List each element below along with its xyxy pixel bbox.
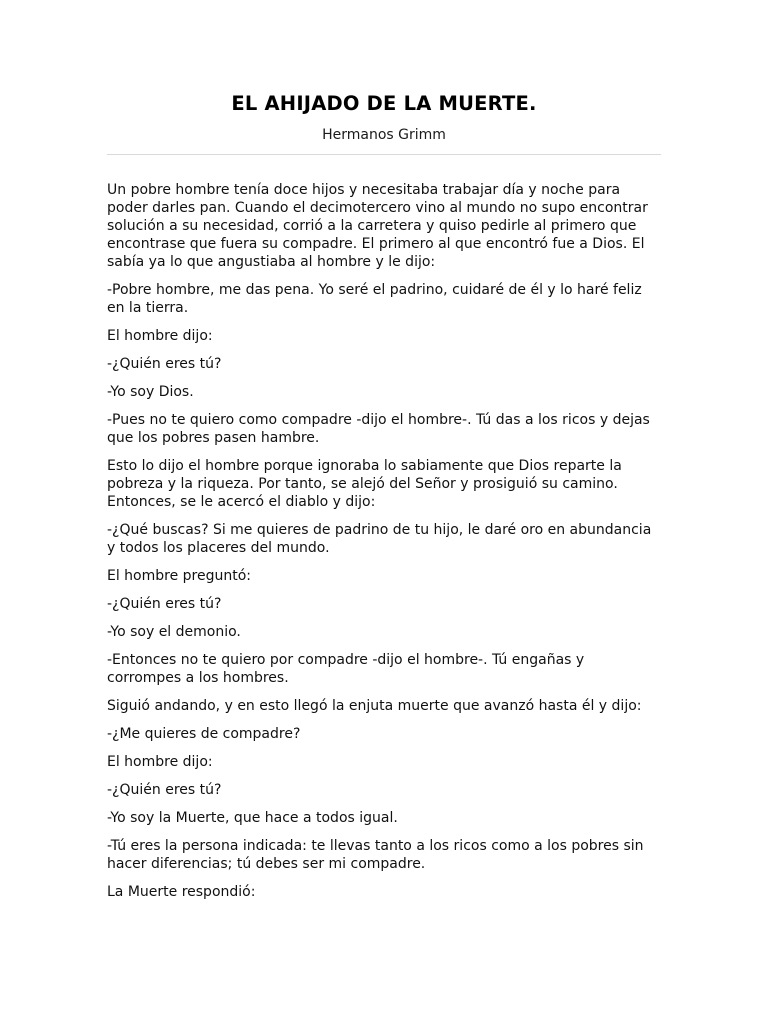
paragraph: -Tú eres la persona indicada: te llevas tanto a los ricos como a los pobres sin hacer diferencias; tú debes ser mi compadre. bbox=[107, 838, 644, 872]
title-divider bbox=[107, 154, 661, 155]
paragraph: Un pobre hombre tenía doce hijos y necesitaba trabajar día y noche para poder darles pan. Cuando el decimotercero vino al mundo no supo encontrar solución a su necesidad, corrió a la carretera y quiso pedirle al primero que encontrase que fuera su compadre. El primero al que encontró fue a Dios. El sabía ya lo que angustiaba al hombre y le dijo: bbox=[107, 182, 648, 270]
paragraph: Siguió andando, y en esto llegó la enjuta muerte que avanzó hasta él y dijo: bbox=[107, 698, 642, 714]
paragraph: La Muerte respondió: bbox=[107, 884, 256, 900]
document-body bbox=[107, 181, 661, 901]
paragraph: El hombre dijo: bbox=[107, 754, 213, 770]
paragraph: -Pues no te quiero como compadre -dijo el hombre-. Tú das a los ricos y dejas que los pobres pasen hambre. bbox=[107, 412, 650, 446]
paragraph: -Pobre hombre, me das pena. Yo seré el padrino, cuidaré de él y lo haré feliz en la tierra. bbox=[107, 282, 642, 316]
paragraph: El hombre preguntó: bbox=[107, 568, 252, 584]
document-page bbox=[107, 0, 661, 911]
document-author: Hermanos Grimm bbox=[322, 127, 446, 143]
paragraph: -¿Qué buscas? Si me quieres de padrino de tu hijo, le daré oro en abundancia y todos los placeres del mundo. bbox=[107, 522, 652, 556]
paragraph: -Entonces no te quiero por compadre -dijo el hombre-. Tú engañas y corrompes a los hombres. bbox=[107, 652, 585, 686]
paragraph: -Yo soy Dios. bbox=[107, 384, 194, 400]
paragraph: -¿Quién eres tú? bbox=[107, 596, 222, 612]
paragraph: -¿Me quieres de compadre? bbox=[107, 726, 301, 742]
paragraph: -Yo soy la Muerte, que hace a todos igual. bbox=[107, 810, 398, 826]
paragraph: Esto lo dijo el hombre porque ignoraba lo sabiamente que Dios reparte la pobreza y la riqueza. Por tanto, se alejó del Señor y prosiguió su camino. Entonces, se le acercó el diablo y dijo: bbox=[107, 458, 622, 510]
paragraph: -¿Quién eres tú? bbox=[107, 356, 222, 372]
paragraph: El hombre dijo: bbox=[107, 328, 213, 344]
document-title: EL AHIJADO DE LA MUERTE. bbox=[231, 92, 537, 115]
paragraph: -¿Quién eres tú? bbox=[107, 782, 222, 798]
paragraph: -Yo soy el demonio. bbox=[107, 624, 241, 640]
